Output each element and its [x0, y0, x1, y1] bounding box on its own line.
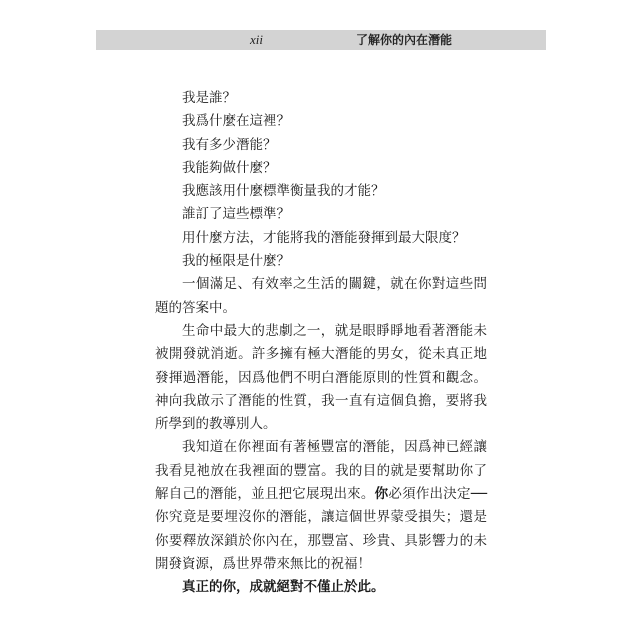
question-line: 我應該用什麼標準衡量我的才能？	[182, 183, 385, 200]
paragraph: 一個滿足、有效率之生活的關鍵，就在你對這些問題的答案中。	[155, 276, 487, 316]
paragraph-text: 必須作出決定──你究竟是要埋沒你的潛能，讓這個世界蒙受損失；還是你要釋放深鎖於你內在，那豐富、珍貴、具影響力的未開發資源，爲世界帶來無比的祝福！	[155, 486, 487, 572]
emphasized-word: 你	[374, 486, 389, 503]
paragraph	[155, 436, 487, 576]
bold-statement: 真正的你，成就絕對不僅止於此。	[182, 579, 385, 596]
question-line: 我能夠做什麼？	[182, 159, 277, 176]
running-title: 了解你的內在潛能	[356, 33, 453, 47]
question-line: 誰訂了這些標準？	[182, 206, 290, 223]
question-line: 我是誰？	[182, 90, 236, 106]
question-line: 我爲什麼在這裡？	[182, 113, 290, 130]
page-number: xii	[250, 32, 263, 47]
question-line: 我的極限是什麼？	[182, 253, 290, 270]
running-header	[96, 30, 546, 50]
question-line: 用什麼方法，才能將我的潛能發揮到最大限度？	[182, 229, 466, 246]
paragraph-text: 我知道在你裡面有著極豐富的潛能，因爲神已經讓我看見祂放在我裡面的豐富。我的目的就是要幫助你了解自己的潛能，並且把它展現出來。	[155, 439, 487, 503]
question-line: 我有多少潛能？	[182, 136, 277, 153]
question-list	[155, 87, 487, 273]
body-text	[155, 87, 487, 600]
paragraph: 生命中最大的悲劇之一，就是眼睜睜地看著潛能未被開發就消逝。許多擁有極大潛能的男女，從未真正地發揮過潛能，因爲他們不明白潛能原則的性質和觀念。神向我啟示了潛能的性質，我一直有這個負擔，要將我所學到的教導別人。	[155, 322, 487, 433]
